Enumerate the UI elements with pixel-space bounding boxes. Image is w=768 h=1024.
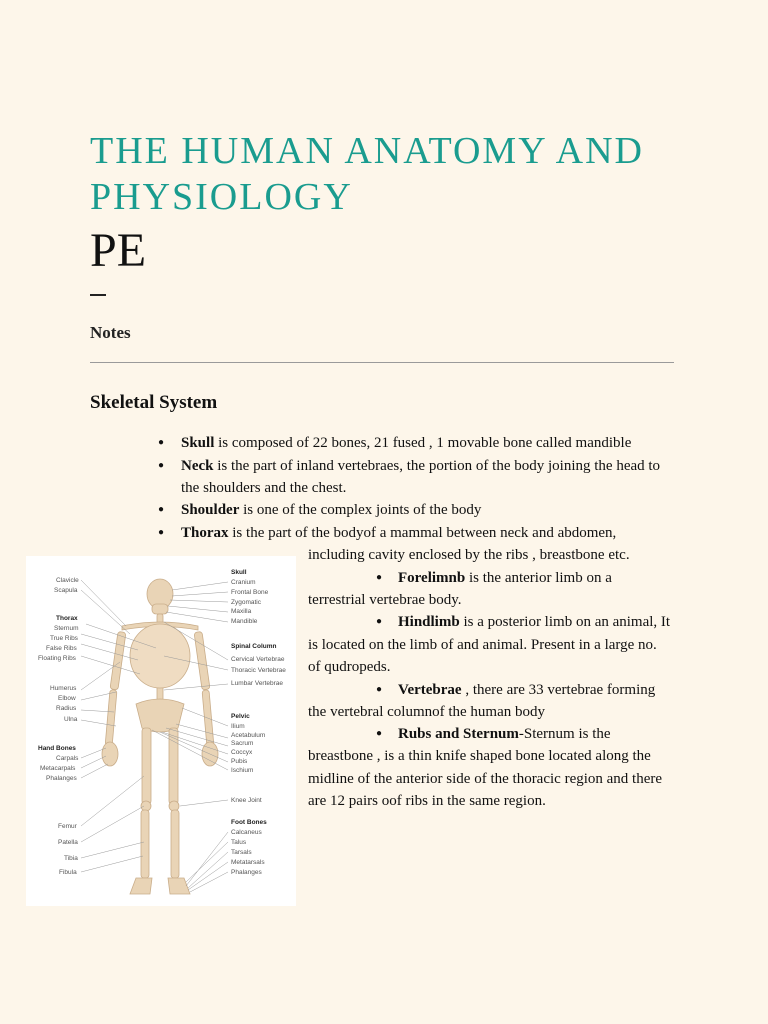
label-lumbar-vertebrae: Lumbar Vertebrae [231,680,284,687]
label-fibula: Fibula [59,869,77,876]
label-radius: Radius [56,705,77,712]
label-humerus: Humerus [50,685,77,692]
label-pubis: Pubis [231,758,248,765]
label-femur: Femur [58,823,77,830]
bullet-icon: ● [158,460,165,471]
list-item-thorax: Thorax is the part of the bodyof a mammal between neck and abdomen, [181,525,617,541]
skeleton-diagram [26,556,296,906]
label-tarsals: Tarsals [231,849,252,856]
label-zygomatic: Zygomatic [231,599,261,606]
notes-label: Notes [90,323,131,342]
section-heading: Skeletal System [90,392,218,413]
bullet-icon: ● [158,527,165,538]
label-cranium: Cranium [231,579,256,586]
list-item-forelimb: Forelimnb is the anterior limb on a [398,570,612,586]
label-coccyx: Coccyx [231,749,253,756]
label-ulna: Ulna [64,716,78,723]
label-acetabulum: Acetabulum [231,732,266,739]
label-clavicle: Clavicle [56,577,79,584]
list-item-neck-cont: the shoulders and the chest. [181,480,347,496]
label-phalanges-foot: Phalanges [231,869,262,876]
list-item-ribs-cont: breastbone , is a thin knife shaped bone located along the [308,748,651,764]
list-item-shoulder: Shoulder is one of the complex joints of the body [181,502,482,518]
label-carpals: Carpals [56,755,79,762]
list-item-neck: Neck is the part of inland vertebraes, the portion of the body joining the head to [181,458,661,474]
list-item-thorax-cont: including cavity enclosed by the ribs , breastbone etc. [308,547,630,563]
label-mandible: Mandible [231,618,258,625]
bullet-icon: ● [376,616,383,627]
label-patella: Patella [58,839,78,846]
label-pelvic: Pelvic [231,713,250,720]
label-spinal-column: Spinal Column [231,643,277,650]
list-item-hindlimb: Hindlimb is a posterior limb on an animal, It [398,614,671,630]
bullet-icon: ● [376,684,383,695]
label-sternum: Sternum [54,625,79,632]
list-item-vertebrae-cont: the vertebral columnof the human body [308,704,546,720]
list-item-ribs-cont2: midline of the anterior side of the thoracic region and there [308,771,663,787]
label-sacrum: Sacrum [231,740,254,747]
label-thoracic-vertebrae: Thoracic Vertebrae [231,667,286,674]
label-metatarsals: Metatarsals [231,859,265,866]
label-hand-bones: Hand Bones [38,745,76,752]
label-metacarpals: Metacarpals [40,765,76,772]
list-item-hindlimb-cont: is located on the limb of and animal. Present in a large no. [308,637,657,653]
list-item-skull: Skull is composed of 22 bones, 21 fused , 1 movable bone called mandible [181,435,632,451]
list-item-vertebrae: Vertebrae , there are 33 vertebrae forming [398,682,656,698]
list-item-hindlimb-cont2: of qudropeds. [308,659,391,675]
title-dash [90,294,106,296]
document-title: THE HUMAN ANATOMY AND PHYSIOLOGY [90,130,644,218]
label-tibia: Tibia [64,855,78,862]
label-foot-bones: Foot Bones [231,819,267,826]
label-knee-joint: Knee Joint [231,797,262,804]
label-ischium: Ischium [231,767,254,774]
label-true-ribs: True Ribs [50,635,78,642]
bullet-icon: ● [376,572,383,583]
bullet-icon: ● [376,728,383,739]
label-thorax: Thorax [56,615,78,622]
label-skull: Skull [231,569,247,576]
label-calcaneus: Calcaneus [231,829,262,836]
label-elbow: Elbow [58,695,76,702]
list-item-ribs-sternum: Rubs and Sternum-Sternum is the [398,726,611,742]
label-frontal-bone: Frontal Bone [231,589,269,596]
list-item-ribs-cont3: are 12 pairs oof ribs in the same region. [308,793,546,809]
bullet-icon: ● [158,437,165,448]
divider-rule [90,362,674,363]
label-false-ribs: False Ribs [46,645,77,652]
label-scapula: Scapula [54,587,78,594]
label-floating-ribs: Floating Ribs [38,655,76,662]
document-subtitle: PE [90,224,147,277]
label-cervical-vertebrae: Cervical Vertebrae [231,656,285,663]
skeleton-illustration [26,556,296,906]
label-phalanges-hand: Phalanges [46,775,77,782]
label-maxilla: Maxilla [231,608,252,615]
list-item-forelimb-cont: terrestrial vertebrae body. [308,592,462,608]
label-talus: Talus [231,839,247,846]
label-ilium: Ilium [231,723,245,730]
bullet-icon: ● [158,504,165,515]
